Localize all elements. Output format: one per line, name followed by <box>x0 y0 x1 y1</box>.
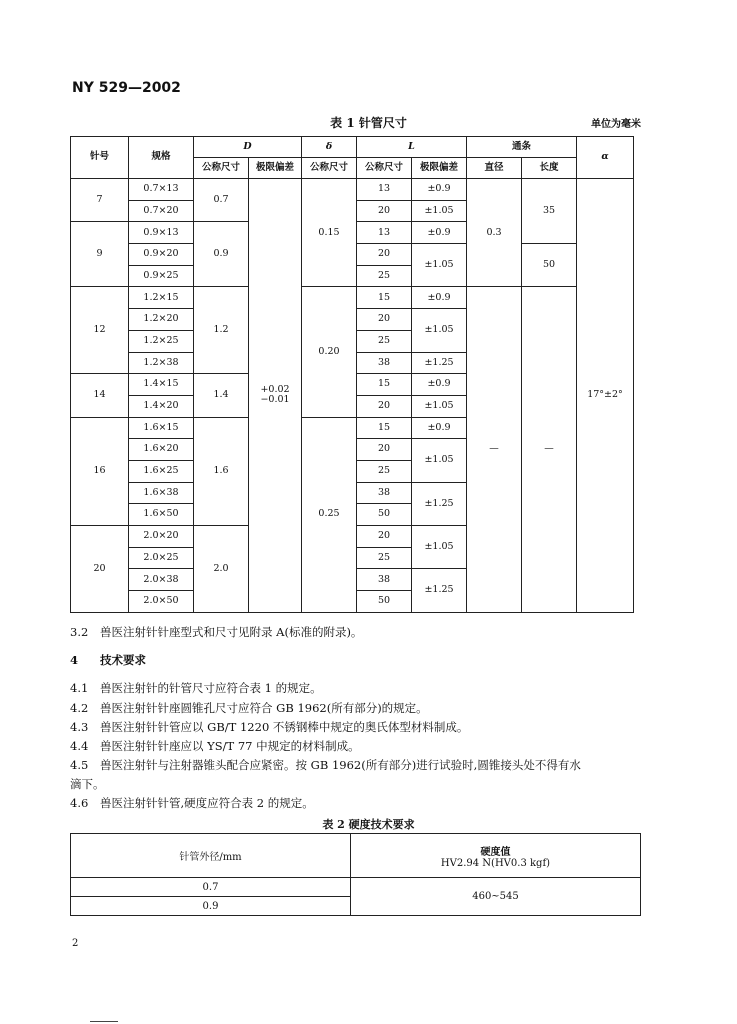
gauge-cell: 14 <box>71 374 129 417</box>
spec-cell: 2.0×50 <box>129 591 194 613</box>
l-nominal-cell: 38 <box>357 569 412 591</box>
l-tolerance-cell: ±1.25 <box>412 352 467 374</box>
delta-cell: 0.25 <box>302 417 357 612</box>
gauge-cell: 9 <box>71 222 129 287</box>
spec-cell: 0.7×20 <box>129 200 194 222</box>
section-4-heading: 4 技术要求 <box>70 653 146 667</box>
gauge-cell: 12 <box>71 287 129 374</box>
l-nominal-cell: 25 <box>357 547 412 569</box>
l-tolerance-cell: ±1.05 <box>412 526 467 569</box>
paragraph-4-2: 4.2 兽医注射针针座圆锥孔尺寸应符合 GB 1962(所有部分)的规定。 <box>70 701 428 715</box>
head-L-tolerance: 极限偏差 <box>412 158 467 179</box>
spec-cell: 1.4×15 <box>129 374 194 396</box>
spec-cell: 1.6×25 <box>129 460 194 482</box>
l-nominal-cell: 20 <box>357 244 412 266</box>
head-passage: 通条 <box>467 137 577 158</box>
gauge-cell: 7 <box>71 179 129 222</box>
spec-cell: 1.2×38 <box>129 352 194 374</box>
head-passage-length: 长度 <box>522 158 577 179</box>
l-nominal-cell: 38 <box>357 482 412 504</box>
table1-unit: 单位为毫米 <box>591 119 641 130</box>
spec-cell: 0.9×25 <box>129 265 194 287</box>
delta-cell: 0.15 <box>302 179 357 287</box>
bottom-rule <box>90 1021 118 1022</box>
d-nominal-cell: 2.0 <box>194 526 249 613</box>
l-nominal-cell: 15 <box>357 374 412 396</box>
l-nominal-cell: 25 <box>357 330 412 352</box>
page-number: 2 <box>72 938 79 949</box>
paragraph-4-6: 4.6 兽医注射针针管,硬度应符合表 2 的规定。 <box>70 796 314 810</box>
head-outer-diameter: 针管外径/mm <box>71 834 351 878</box>
d-nominal-cell: 1.4 <box>194 374 249 417</box>
l-tolerance-cell: ±0.9 <box>412 417 467 439</box>
passage-length-cell: 35 <box>522 179 577 244</box>
spec-cell: 1.6×38 <box>129 482 194 504</box>
l-tolerance-cell: ±0.9 <box>412 374 467 396</box>
l-nominal-cell: 20 <box>357 439 412 461</box>
diameter-cell: 0.9 <box>71 897 351 916</box>
d-nominal-cell: 0.9 <box>194 222 249 287</box>
d-nominal-cell: 1.6 <box>194 417 249 525</box>
l-tolerance-cell: ±1.25 <box>412 482 467 525</box>
l-tolerance-cell: ±0.9 <box>412 179 467 201</box>
spec-cell: 1.2×15 <box>129 287 194 309</box>
spec-cell: 1.6×50 <box>129 504 194 526</box>
head-alpha: α <box>577 137 634 179</box>
spec-cell: 2.0×25 <box>129 547 194 569</box>
d-tolerance-upper: +0.02 <box>260 383 290 395</box>
l-tolerance-cell: ±1.05 <box>412 309 467 352</box>
passage-diameter-cell: — <box>467 287 522 612</box>
gauge-cell: 16 <box>71 417 129 525</box>
l-nominal-cell: 50 <box>357 504 412 526</box>
l-tolerance-cell: ±1.05 <box>412 395 467 417</box>
spec-cell: 0.9×13 <box>129 222 194 244</box>
l-tolerance-cell: ±1.25 <box>412 569 467 612</box>
d-tolerance-cell <box>249 179 302 613</box>
l-nominal-cell: 15 <box>357 287 412 309</box>
head-L-nominal: 公称尺寸 <box>357 158 412 179</box>
needle-size-table <box>70 136 634 613</box>
paragraph-4-4: 4.4 兽医注射针针座应以 YS/T 77 中规定的材料制成。 <box>70 739 360 753</box>
passage-diameter-cell: 0.3 <box>467 179 522 287</box>
head-delta-nominal: 公称尺寸 <box>302 158 357 179</box>
paragraph-3-2: 3.2 兽医注射针针座型式和尺寸见附录 A(标准的附录)。 <box>70 625 363 639</box>
l-nominal-cell: 25 <box>357 460 412 482</box>
hardness-value-cell: 460~545 <box>351 878 641 916</box>
paragraph-4-5-continued: 滴下。 <box>70 777 105 791</box>
passage-length-cell: — <box>522 287 577 612</box>
gauge-cell: 20 <box>71 526 129 613</box>
d-nominal-cell: 1.2 <box>194 287 249 374</box>
head-gauge: 针号 <box>71 137 129 179</box>
document-id: NY 529—2002 <box>72 80 181 96</box>
alpha-cell: 17°±2° <box>577 179 634 613</box>
spec-cell: 0.9×20 <box>129 244 194 266</box>
spec-cell: 1.6×15 <box>129 417 194 439</box>
l-nominal-cell: 13 <box>357 179 412 201</box>
spec-cell: 2.0×20 <box>129 526 194 548</box>
l-tolerance-cell: ±1.05 <box>412 200 467 222</box>
head-hardness <box>351 834 641 878</box>
diameter-cell: 0.7 <box>71 878 351 897</box>
d-tolerance-lower: −0.01 <box>260 394 290 406</box>
head-D-tolerance: 极限偏差 <box>249 158 302 179</box>
l-nominal-cell: 25 <box>357 265 412 287</box>
spec-cell: 1.2×25 <box>129 330 194 352</box>
delta-cell: 0.20 <box>302 287 357 417</box>
head-delta: δ <box>302 137 357 158</box>
spec-cell: 0.7×13 <box>129 179 194 201</box>
paragraph-4-1: 4.1 兽医注射针的针管尺寸应符合表 1 的规定。 <box>70 681 322 695</box>
l-tolerance-cell: ±1.05 <box>412 439 467 482</box>
spec-cell: 1.4×20 <box>129 395 194 417</box>
l-nominal-cell: 13 <box>357 222 412 244</box>
table2-caption: 表 2 硬度技术要求 <box>322 818 415 831</box>
head-hardness-line1: 硬度值 <box>480 846 511 858</box>
table1-caption: 表 1 针管尺寸 <box>330 116 407 130</box>
hardness-table <box>70 833 641 916</box>
l-tolerance-cell: ±1.05 <box>412 244 467 287</box>
spec-cell: 1.2×20 <box>129 309 194 331</box>
head-spec: 规格 <box>129 137 194 179</box>
paragraph-4-3: 4.3 兽医注射针针管应以 GB/T 1220 不锈钢棒中规定的奥氏体型材料制成。 <box>70 720 469 734</box>
head-L: L <box>357 137 467 158</box>
l-nominal-cell: 20 <box>357 395 412 417</box>
head-D: D <box>194 137 302 158</box>
l-tolerance-cell: ±0.9 <box>412 222 467 244</box>
l-nominal-cell: 50 <box>357 591 412 613</box>
passage-length-cell: 50 <box>522 244 577 287</box>
l-nominal-cell: 20 <box>357 526 412 548</box>
head-hardness-line2: HV2.94 N(HV0.3 kgf) <box>440 857 551 869</box>
spec-cell: 2.0×38 <box>129 569 194 591</box>
l-nominal-cell: 20 <box>357 200 412 222</box>
spec-cell: 1.6×20 <box>129 439 194 461</box>
l-nominal-cell: 15 <box>357 417 412 439</box>
l-tolerance-cell: ±0.9 <box>412 287 467 309</box>
l-nominal-cell: 20 <box>357 309 412 331</box>
d-nominal-cell: 0.7 <box>194 179 249 222</box>
paragraph-4-5: 4.5 兽医注射针与注射器锥头配合应紧密。按 GB 1962(所有部分)进行试验时,圆锥接头处不得有水 <box>70 758 581 772</box>
l-nominal-cell: 38 <box>357 352 412 374</box>
head-passage-diameter: 直径 <box>467 158 522 179</box>
head-D-nominal: 公称尺寸 <box>194 158 249 179</box>
